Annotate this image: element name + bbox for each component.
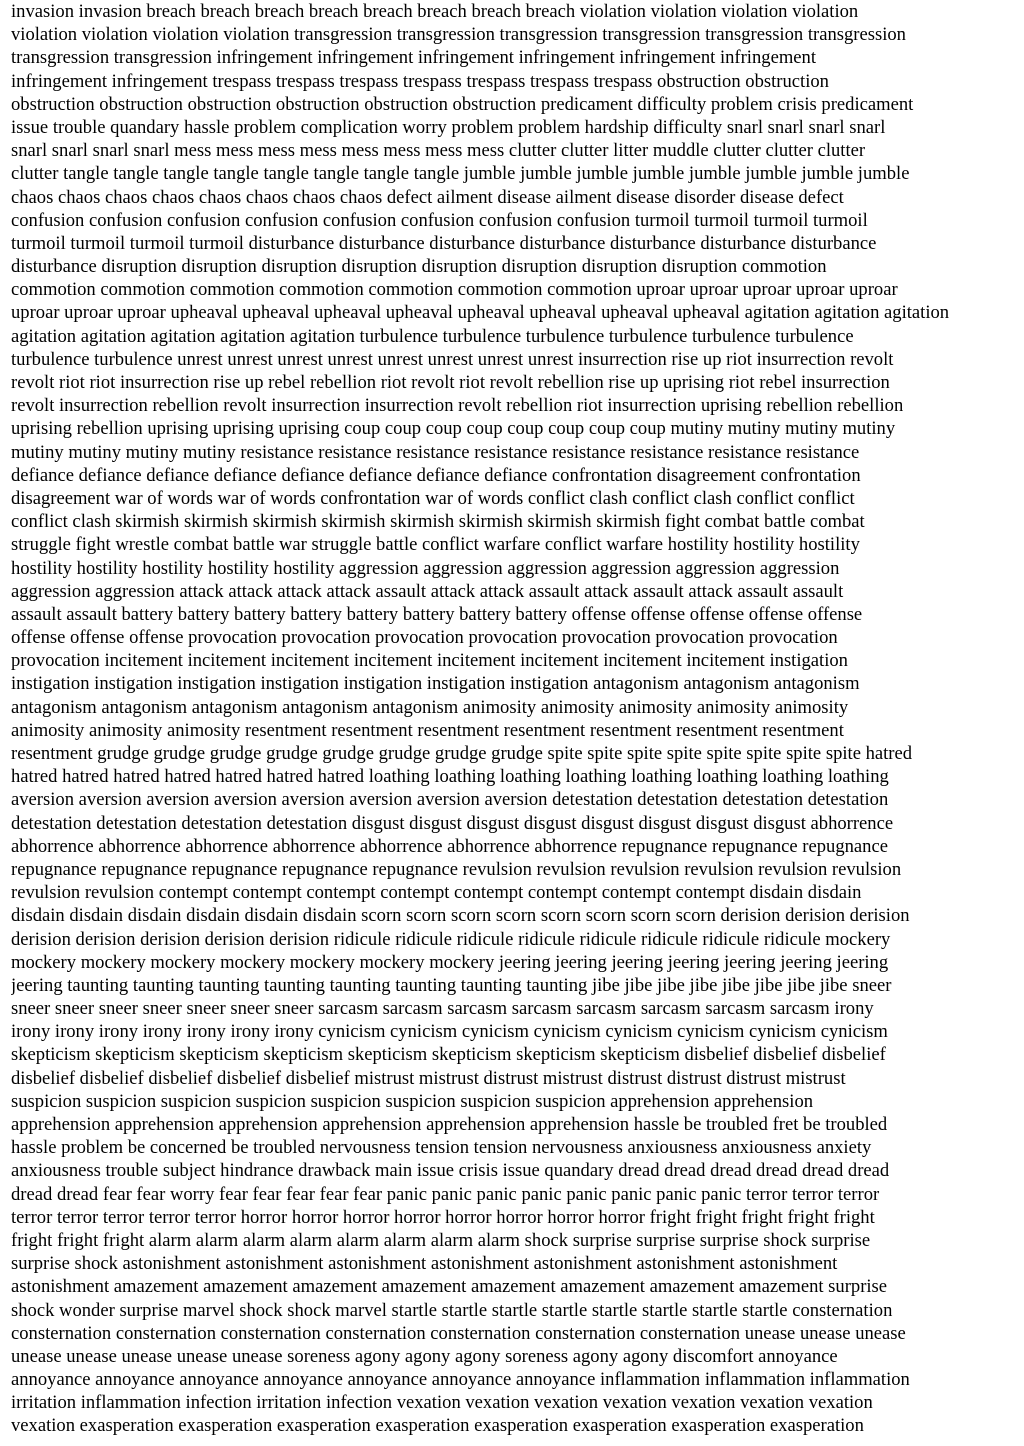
text-line: uprising rebellion uprising uprising uprising coup coup coup coup coup coup coup coup mutiny mutiny mutiny mutiny: [11, 418, 896, 440]
text-line: terror terror terror terror terror horror horror horror horror horror horror horror horror fright fright fright fright fright: [11, 1206, 875, 1228]
text-line: obstruction obstruction obstruction obstruction obstruction obstruction predicament difficulty problem crisis predicament: [11, 93, 914, 115]
text-line: disbelief disbelief disbelief disbelief disbelief mistrust mistrust distrust mistrust distrust distrust distrust mistrust: [11, 1067, 846, 1089]
text-line: apprehension apprehension apprehension apprehension apprehension apprehension hassle be troubled fret be troubled: [11, 1114, 888, 1135]
text-line: suspicion suspicion suspicion suspicion suspicion suspicion suspicion suspicion apprehension apprehension: [11, 1090, 814, 1112]
text-line: commotion commotion commotion commotion commotion commotion commotion uproar uproar uproar uproar uproar: [11, 279, 898, 301]
text-line: antagonism antagonism antagonism antagonism antagonism animosity animosity animosity animosity animosity: [11, 696, 849, 718]
text-line: offense offense offense provocation provocation provocation provocation provocation provocation provocation: [11, 627, 838, 649]
text-line: instigation instigation instigation instigation instigation instigation instigation antagonism antagonism antagonism: [11, 673, 860, 695]
text-line: hostility hostility hostility hostility hostility aggression aggression aggression aggression aggression aggression: [11, 557, 840, 579]
text-line: derision derision derision derision derision ridicule ridicule ridicule ridicule ridicule ridicule ridicule ridicule mockery: [11, 928, 891, 950]
text-line: provocation incitement incitement incitement incitement incitement incitement incitement incitement instigation: [11, 650, 848, 672]
text-line: fright fright fright alarm alarm alarm alarm alarm alarm alarm alarm shock surprise surprise surprise shock surprise: [11, 1229, 871, 1251]
text-line: revolt insurrection rebellion revolt insurrection insurrection revolt rebellion riot insurrection uprising rebellion rebellion: [11, 395, 904, 417]
text-line: skepticism skepticism skepticism skepticism skepticism skepticism skepticism skepticism disbelief disbelief disbelief: [11, 1044, 886, 1066]
text-line: annoyance annoyance annoyance annoyance annoyance annoyance annoyance inflammation inflammation inflammation: [11, 1369, 910, 1391]
text-line: repugnance repugnance repugnance repugnance repugnance revulsion revulsion revulsion revulsion revulsion revulsion: [11, 858, 902, 880]
text-line: disturbance disruption disruption disruption disruption disruption disruption disruption disruption commotion: [11, 256, 827, 278]
text-line: mutiny mutiny mutiny mutiny resistance resistance resistance resistance resistance resistance resistance resistance: [11, 441, 860, 463]
text-line: jeering taunting taunting taunting taunting taunting taunting taunting taunting jibe jibe jibe jibe jibe jibe jibe jibe sneer: [11, 974, 892, 996]
text-line: invasion invasion breach breach breach breach breach breach breach breach violation violation violation violation: [11, 1, 859, 22]
text-line: assault assault battery battery battery battery battery battery battery battery offense offense offense offense offense: [11, 603, 863, 625]
text-line: hatred hatred hatred hatred hatred hatred hatred loathing loathing loathing loathing loathing loathing loathing loathing: [11, 766, 889, 788]
text-line: turmoil turmoil turmoil turmoil disturbance disturbance disturbance disturbance disturbance disturbance disturbance: [11, 232, 877, 254]
text-line: detestation detestation detestation detestation disgust disgust disgust disgust disgust disgust disgust disgust abhorrence: [11, 812, 894, 834]
text-line: uproar uproar uproar upheaval upheaval upheaval upheaval upheaval upheaval upheaval upheaval agitation agitation agitation: [11, 302, 950, 324]
text-line: irritation inflammation infection irritation infection vexation vexation vexation vexation vexation vexation vexation: [11, 1392, 873, 1414]
text-line: aggression aggression attack attack attack attack assault attack attack assault attack assault attack assault assault: [11, 580, 844, 602]
text-line: surprise shock astonishment astonishment astonishment astonishment astonishment astonishment astonishment: [11, 1253, 838, 1275]
text-line: turbulence turbulence unrest unrest unrest unrest unrest unrest unrest unrest insurrection rise up riot insurrection revolt: [11, 348, 894, 370]
text-line: confusion confusion confusion confusion confusion confusion confusion confusion turmoil turmoil turmoil turmoil: [11, 209, 868, 231]
text-line: dread dread fear fear worry fear fear fear fear fear panic panic panic panic panic panic panic panic terror terror terror: [11, 1183, 880, 1205]
text-line: violation violation violation violation transgression transgression transgression transgression transgression transgression: [11, 24, 906, 46]
text-line: consternation consternation consternation consternation consternation consternation consternation unease unease unease: [11, 1322, 906, 1344]
text-line: sneer sneer sneer sneer sneer sneer sneer sarcasm sarcasm sarcasm sarcasm sarcasm sarcasm sarcasm sarcasm irony: [11, 998, 874, 1020]
text-line: abhorrence abhorrence abhorrence abhorrence abhorrence abhorrence abhorrence repugnance repugnance repugnance: [11, 835, 888, 857]
text-line: resentment grudge grudge grudge grudge grudge grudge grudge grudge spite spite spite spite spite spite spite spite hatred: [11, 743, 913, 764]
text-line: struggle fight wrestle combat battle war struggle battle conflict warfare conflict warfare hostility hostility hostility: [11, 534, 860, 556]
text-line: snarl snarl snarl snarl mess mess mess mess mess mess mess mess clutter clutter litter muddle clutter clutter clutter: [11, 140, 866, 162]
text-line: disagreement war of words war of words confrontation war of words conflict clash conflict clash conflict conflict: [11, 487, 855, 509]
text-line: animosity animosity animosity resentment resentment resentment resentment resentment resentment resentment: [11, 719, 844, 741]
text-line: agitation agitation agitation agitation agitation turbulence turbulence turbulence turbulence turbulence turbulence: [11, 325, 854, 347]
text-line: clutter tangle tangle tangle tangle tangle tangle tangle tangle jumble jumble jumble jumble jumble jumble jumble jumble: [11, 163, 910, 185]
text-line: transgression transgression infringement infringement infringement infringement infringement infringement: [11, 47, 816, 69]
text-line: chaos chaos chaos chaos chaos chaos chaos chaos defect ailment disease ailment disease disorder disease defect: [11, 186, 844, 208]
text-line: defiance defiance defiance defiance defiance defiance defiance defiance confrontation disagreement confrontation: [11, 464, 861, 486]
text-line: anxiousness trouble subject hindrance drawback main issue crisis issue quandary dread dread dread dread dread dread: [11, 1160, 890, 1182]
text-line: mockery mockery mockery mockery mockery mockery mockery jeering jeering jeering jeering jeering jeering jeering: [11, 951, 889, 973]
text-line: aversion aversion aversion aversion aversion aversion aversion aversion detestation detestation detestation detestation: [11, 789, 889, 811]
text-line: revolt riot riot insurrection rise up rebel rebellion riot revolt riot revolt rebellion rise up uprising riot rebel insurrection: [11, 372, 890, 393]
text-line: unease unease unease unease unease soreness agony agony agony soreness agony agony discomfort annoyance: [11, 1345, 838, 1367]
text-line: shock wonder surprise marvel shock shock marvel startle startle startle startle startle startle startle startle consternation: [11, 1299, 893, 1321]
text-line: revulsion revulsion contempt contempt contempt contempt contempt contempt contempt contempt disdain disdain: [11, 882, 862, 904]
text-line: disdain disdain disdain disdain disdain disdain scorn scorn scorn scorn scorn scorn scorn scorn derision derision derision: [11, 905, 910, 927]
text-line: infringement infringement trespass trespass trespass trespass trespass trespass trespass obstruction obstruction: [11, 70, 829, 92]
text-line: issue trouble quandary hassle problem complication worry problem problem hardship difficulty snarl snarl snarl snarl: [11, 116, 886, 138]
text-line: vexation exasperation exasperation exasperation exasperation exasperation exasperation exasperation exasperation: [11, 1415, 864, 1437]
text-line: irony irony irony irony irony irony irony cynicism cynicism cynicism cynicism cynicism cynicism cynicism cynicism: [11, 1021, 888, 1043]
text-line: astonishment amazement amazement amazement amazement amazement amazement amazement amazement surprise: [11, 1276, 888, 1298]
text-line: conflict clash skirmish skirmish skirmish skirmish skirmish skirmish skirmish skirmish fight combat battle combat: [11, 511, 865, 533]
text-line: hassle problem be concerned be troubled nervousness tension tension nervousness anxiousness anxiousness anxiety: [11, 1137, 872, 1159]
